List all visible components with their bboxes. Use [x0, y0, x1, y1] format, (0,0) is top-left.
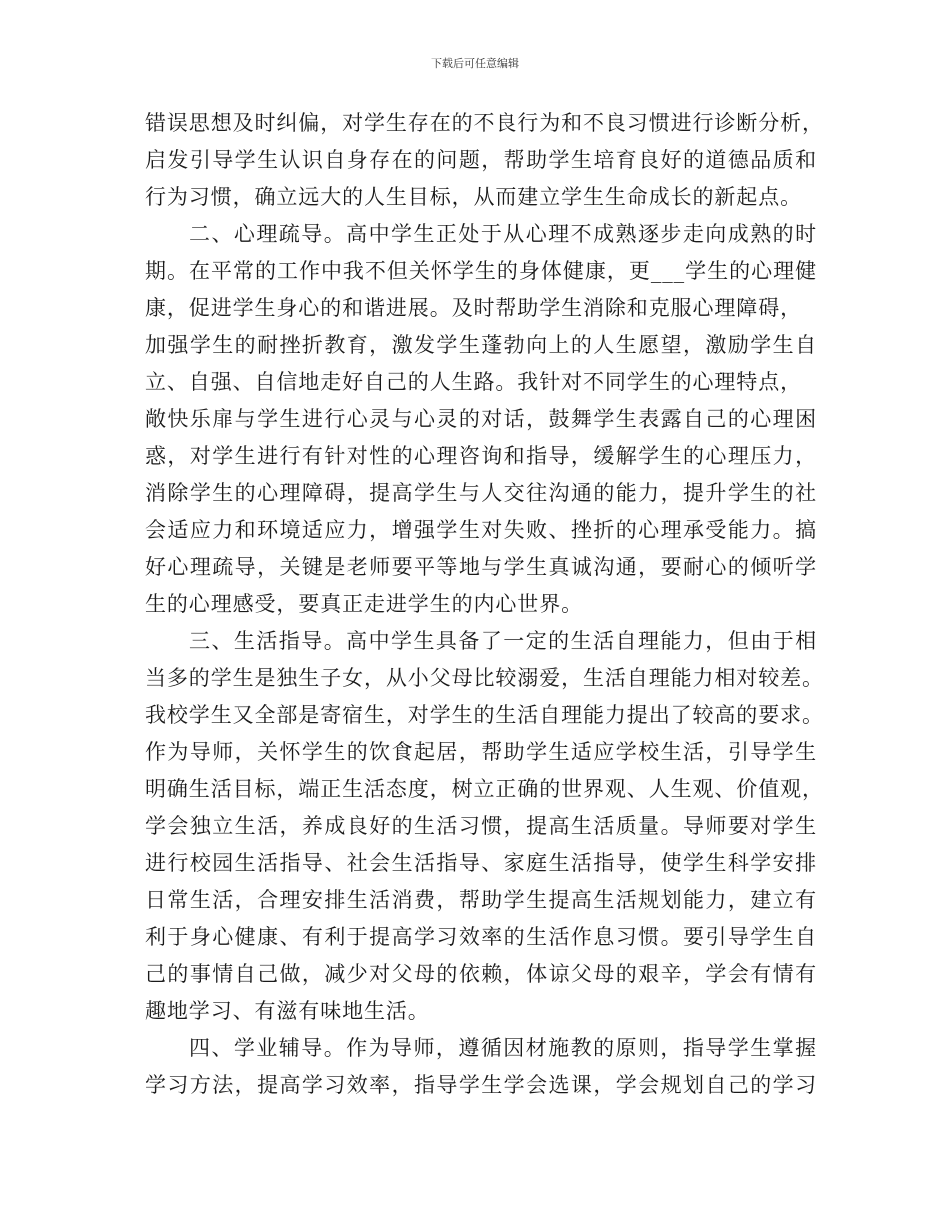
- text-line: 作为导师，关怀学生的饮食起居，帮助学生适应学校生活，引导学生: [145, 740, 817, 764]
- text-line: 三、生活指导。高中学生具备了一定的生活自理能力，但由于相: [189, 629, 817, 653]
- text-line: 生的心理感受，要真正走进学生的内心世界。: [145, 592, 583, 616]
- text-line: 错误思想及时纠偏，对学生存在的不良行为和不良习惯进行诊断分析，: [145, 111, 824, 135]
- text-line: 期。在平常的工作中我不但关怀学生的身体健康，更___学生的心理健: [145, 259, 817, 283]
- text-line: 加强学生的耐挫折教育，激发学生蓬勃向上的人生愿望，激励学生自: [145, 333, 817, 357]
- document-body: [145, 105, 824, 1104]
- text-line: 学习方法，提高学习效率，指导学生学会选课，学会规划自己的学习: [145, 1073, 817, 1097]
- text-line: 会适应力和环境适应力，增强学生对失败、挫折的心理承受能力。搞: [145, 518, 817, 542]
- text-line: 日常生活，合理安排生活消费，帮助学生提高生活规划能力，建立有: [145, 888, 817, 912]
- text-line: 进行校园生活指导、社会生活指导、家庭生活指导，使学生科学安排: [145, 851, 817, 875]
- text-line: 二、心理疏导。高中学生正处于从心理不成熟逐步走向成熟的时: [189, 222, 817, 246]
- text-line: 当多的学生是独生子女，从小父母比较溺爱，生活自理能力相对较差。: [145, 666, 824, 690]
- text-line: 启发引导学生认识自身存在的问题，帮助学生培育良好的道德品质和: [145, 148, 817, 172]
- text-line: 己的事情自己做，减少对父母的依赖，体谅父母的艰辛，学会有情有: [145, 962, 817, 986]
- text-line: 消除学生的心理障碍，提高学生与人交往沟通的能力，提升学生的社: [145, 481, 817, 505]
- text-line: 惑，对学生进行有针对性的心理咨询和指导，缓解学生的心理压力，: [145, 444, 817, 468]
- page-header: 下载后可任意编辑: [431, 57, 519, 70]
- text-line: 学会独立生活，养成良好的生活习惯，提高生活质量。导师要对学生: [145, 814, 817, 838]
- text-line: 好心理疏导，关键是老师要平等地与学生真诚沟通，要耐心的倾听学: [145, 555, 817, 579]
- text-line: 康，促进学生身心的和谐进展。及时帮助学生消除和克服心理障碍，: [145, 296, 802, 320]
- text-line: 趣地学习、有滋有味地生活。: [145, 999, 430, 1023]
- text-line: 敞快乐扉与学生进行心灵与心灵的对话，鼓舞学生表露自己的心理困: [145, 407, 817, 431]
- text-line: 立、自强、自信地走好自己的人生路。我针对不同学生的心理特点，: [145, 370, 802, 394]
- text-line: 四、学业辅导。作为导师，遵循因材施教的原则，指导学生掌握: [189, 1036, 817, 1060]
- text-line: 行为习惯，确立远大的人生目标，从而建立学生生命成长的新起点。: [145, 185, 802, 209]
- text-line: 我校学生又全部是寄宿生，对学生的生活自理能力提出了较高的要求。: [145, 703, 824, 727]
- text-line: 明确生活目标，端正生活态度，树立正确的世界观、人生观、价值观，: [145, 777, 824, 801]
- text-line: 利于身心健康、有利于提高学习效率的生活作息习惯。要引导学生自: [145, 925, 817, 949]
